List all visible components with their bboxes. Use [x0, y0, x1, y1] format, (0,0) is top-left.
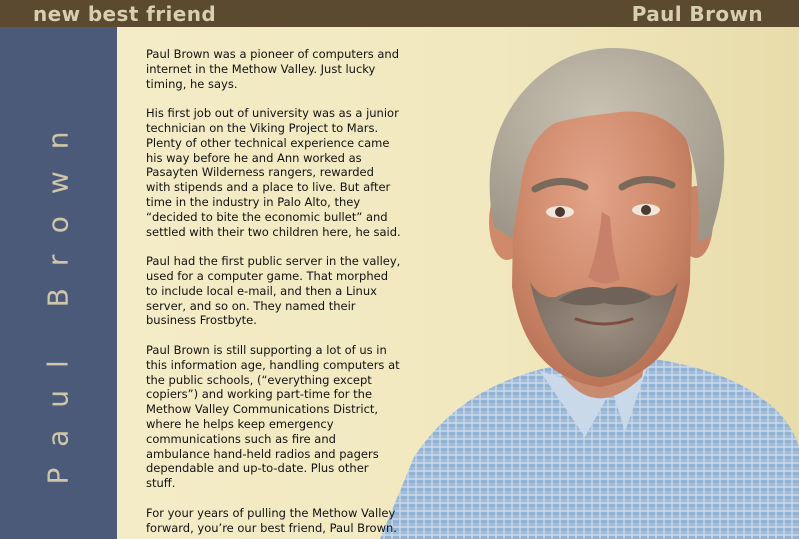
- paragraph: Paul Brown is still supporting a lot of us in this information age, handling computers at the public schools, (“everything except copiers”) and working part-time for the Methow Valley Communications District, where he helps keep emergency communications such as fire and ambulance hand-held radios and pagers dependable and up-to-date. Plus other stuff.: [146, 342, 400, 491]
- paragraph: Paul had the first public server in the valley, used for a computer game. That morphed to include local e-mail, and then a Linux server, and so on. They named their business Frostbyte.: [146, 254, 401, 328]
- main-content: [117, 27, 799, 539]
- portrait-photo: [380, 27, 799, 539]
- paragraph: His first job out of university was as a junior technician on the Viking Project to Mars. Plenty of other technical experience came his way before he and Ann worked as Pasayten Wilderness rangers, rewarded with stipends and a place to live. But after time in the industry in Palo Alto, they “decided to bite the economic bullet” and settled with their two children here, he said.: [146, 106, 401, 239]
- paragraph: Paul Brown was a pioneer of computers and internet in the Methow Valley. Just lucky timing, he says.: [146, 47, 399, 91]
- person-name-title: Paul Brown: [631, 2, 763, 26]
- page-title: new best friend: [33, 2, 217, 26]
- vertical-name: Paul Brown: [41, 109, 75, 485]
- paragraph: For your years of pulling the Methow Valley forward, you’re our best friend, Paul Brown.: [146, 505, 397, 535]
- sidebar: [0, 27, 117, 539]
- top-banner: [0, 0, 799, 27]
- article-text: [146, 47, 401, 539]
